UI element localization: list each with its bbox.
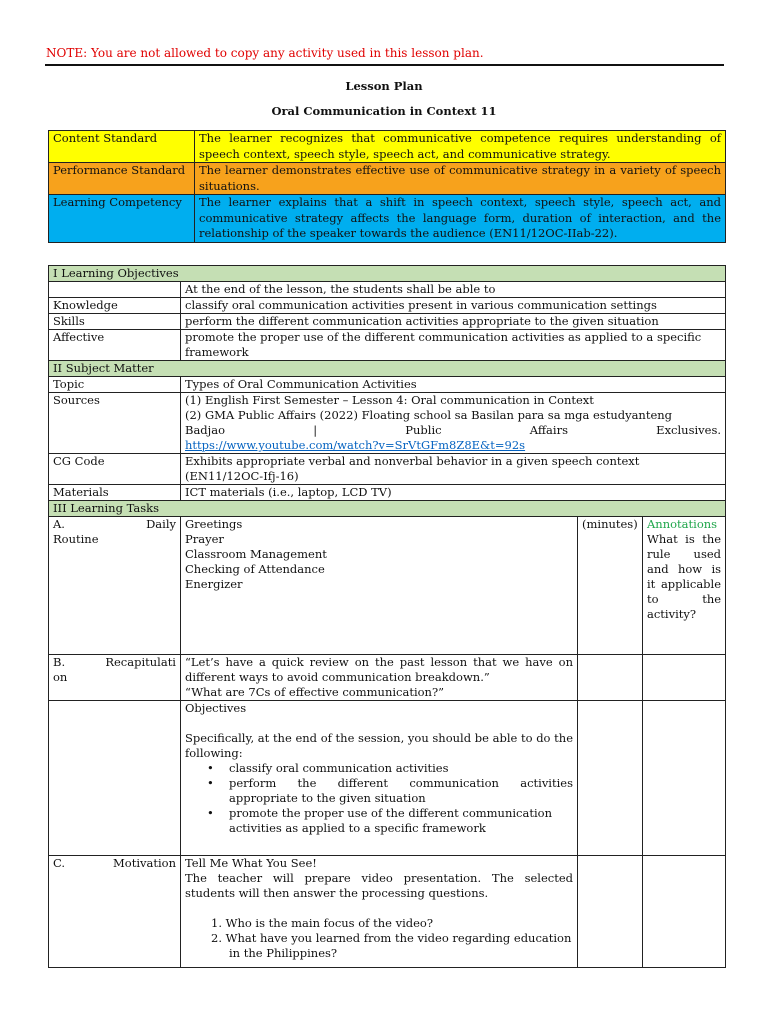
annotations-label: Annotations: [647, 517, 718, 531]
motivation-text: The teacher will prepare video presentation. The selected students will then answer the processing questions.: [185, 871, 573, 900]
daily-routine-word-2: Routine: [53, 532, 99, 546]
motivation-label: [49, 856, 181, 968]
empty-cell: [578, 701, 643, 856]
session-objectives: [181, 701, 578, 856]
routine-item: Prayer: [185, 532, 224, 546]
motivation-content: [181, 856, 578, 968]
recap-question-1: “Let’s have a quick review on the past lesson that we have on different ways to avoid communication breakdown.”: [185, 655, 573, 684]
motivation-title: Tell Me What You See!: [185, 856, 317, 870]
standards-table: [48, 130, 726, 243]
source-2: (2) GMA Public Affairs (2022) Floating school sa Basilan para sa mga estudyanteng: [185, 408, 673, 422]
source-1: (1) English First Semester – Lesson 4: Oral communication in Context: [185, 393, 594, 407]
document-subtitle: Oral Communication in Context 11: [271, 104, 497, 118]
content-standard-text: The learner recognizes that communicative competence requires understanding of speech context, speech style, speech act, and communicative strategy.: [195, 131, 726, 163]
performance-standard-label: Performance Standard: [49, 163, 195, 195]
skills-text: perform the different communication activities appropriate to the given situation: [181, 314, 726, 330]
objectives-title: Objectives: [185, 701, 247, 715]
motivation-letter: C.: [53, 856, 66, 870]
processing-questions: [185, 916, 573, 961]
recap-content: [181, 655, 578, 701]
learning-competency-text: The learner explains that a shift in speech context, speech style, speech act, and communicative strategy affects the language form, duration of interaction, and the relationship of the speaker towards the audience (EN11/12OC-IIab-22).: [195, 195, 726, 243]
topic-label: Topic: [49, 377, 181, 393]
empty-cell: [49, 282, 181, 298]
objective-item: • classify oral communication activities: [229, 761, 573, 776]
document-title: Lesson Plan: [345, 79, 423, 93]
learning-tasks-header: III Learning Tasks: [49, 501, 726, 517]
cg-code-text: Exhibits appropriate verbal and nonverbal behavior in a given speech context (EN11/12OC-Ifj-16): [181, 454, 726, 485]
recap-question-2: “What are 7Cs of effective communication?”: [185, 685, 444, 699]
copy-notice: NOTE: You are not allowed to copy any activity used in this lesson plan.: [46, 46, 484, 60]
objective-item: • perform the different communication activities appropriate to the given situation: [229, 776, 573, 806]
processing-question: 2. What have you learned from the video regarding education in the Philippines?: [211, 931, 572, 960]
processing-question: 1. Who is the main focus of the video?: [211, 916, 433, 930]
recap-label-line: [53, 655, 176, 670]
performance-standard-row: [49, 163, 726, 195]
subject-matter-header: II Subject Matter: [49, 361, 726, 377]
source-2-part-e: Exclusives.: [656, 423, 722, 437]
minutes-label: (minutes): [578, 517, 643, 655]
source-video-link[interactable]: https://www.youtube.com/watch?v=SrVtGFm8Z8E&t=92s: [185, 438, 526, 452]
cg-code-label: CG Code: [49, 454, 181, 485]
annotations-cell: [643, 517, 726, 655]
motivation-word: Motivation: [113, 856, 176, 870]
daily-routine-word: Daily: [146, 517, 176, 531]
empty-cell: [643, 701, 726, 856]
source-2-part-b: |: [313, 423, 318, 437]
source-2-continued: [185, 423, 721, 438]
materials-text: ICT materials (i.e., laptop, LCD TV): [181, 485, 726, 501]
objectives-header: I Learning Objectives: [49, 266, 726, 282]
learning-competency-label: Learning Competency: [49, 195, 195, 243]
empty-cell: [578, 655, 643, 701]
recap-word-tail: on: [53, 670, 68, 684]
topic-text: Types of Oral Communication Activities: [181, 377, 726, 393]
materials-label: Materials: [49, 485, 181, 501]
daily-routine-letter: A.: [53, 517, 65, 531]
routine-item: Greetings: [185, 517, 243, 531]
recap-letter: B.: [53, 655, 66, 669]
source-2-part-c: Public: [405, 423, 442, 437]
lesson-plan-table: [48, 265, 726, 968]
knowledge-label: Knowledge: [49, 298, 181, 314]
routine-item: Checking of Attendance: [185, 562, 325, 576]
objectives-list: [185, 761, 573, 836]
performance-standard-text: The learner demonstrates effective use of communicative strategy in a variety of speech situations.: [195, 163, 726, 195]
objectives-intro-text: Specifically, at the end of the session, you should be able to do the following:: [185, 731, 573, 760]
empty-cell: [578, 856, 643, 968]
source-2-part-d: Affairs: [529, 423, 568, 437]
routine-item: Energizer: [185, 577, 243, 591]
knowledge-text: classify oral communication activities present in various communication settings: [181, 298, 726, 314]
learning-competency-row: [49, 195, 726, 243]
sources-label: Sources: [49, 393, 181, 454]
sources-cell: [181, 393, 726, 454]
annotation-question: What is the rule used and how is it applicable to the activity?: [647, 532, 722, 621]
daily-routine-label: [49, 517, 181, 655]
affective-label: Affective: [49, 330, 181, 361]
daily-routine-label-line: [53, 517, 176, 532]
affective-text: promote the proper use of the different communication activities as applied to a specific framework: [181, 330, 726, 361]
content-standard-row: [49, 131, 726, 163]
motivation-label-line: [53, 856, 176, 871]
source-2-part-a: Badjao: [185, 423, 226, 437]
routine-items: [181, 517, 578, 655]
objectives-intro: At the end of the lesson, the students shall be able to: [181, 282, 726, 298]
empty-cell: [49, 701, 181, 856]
routine-item: Classroom Management: [185, 547, 327, 561]
skills-label: Skills: [49, 314, 181, 330]
empty-cell: [643, 856, 726, 968]
header-rule: [45, 64, 724, 66]
recap-word: Recapitulati: [105, 655, 176, 669]
content-standard-label: Content Standard: [49, 131, 195, 163]
empty-cell: [643, 655, 726, 701]
recapitulation-label: [49, 655, 181, 701]
objective-item: • promote the proper use of the different communication activities as applied to a specific framework: [229, 806, 573, 836]
